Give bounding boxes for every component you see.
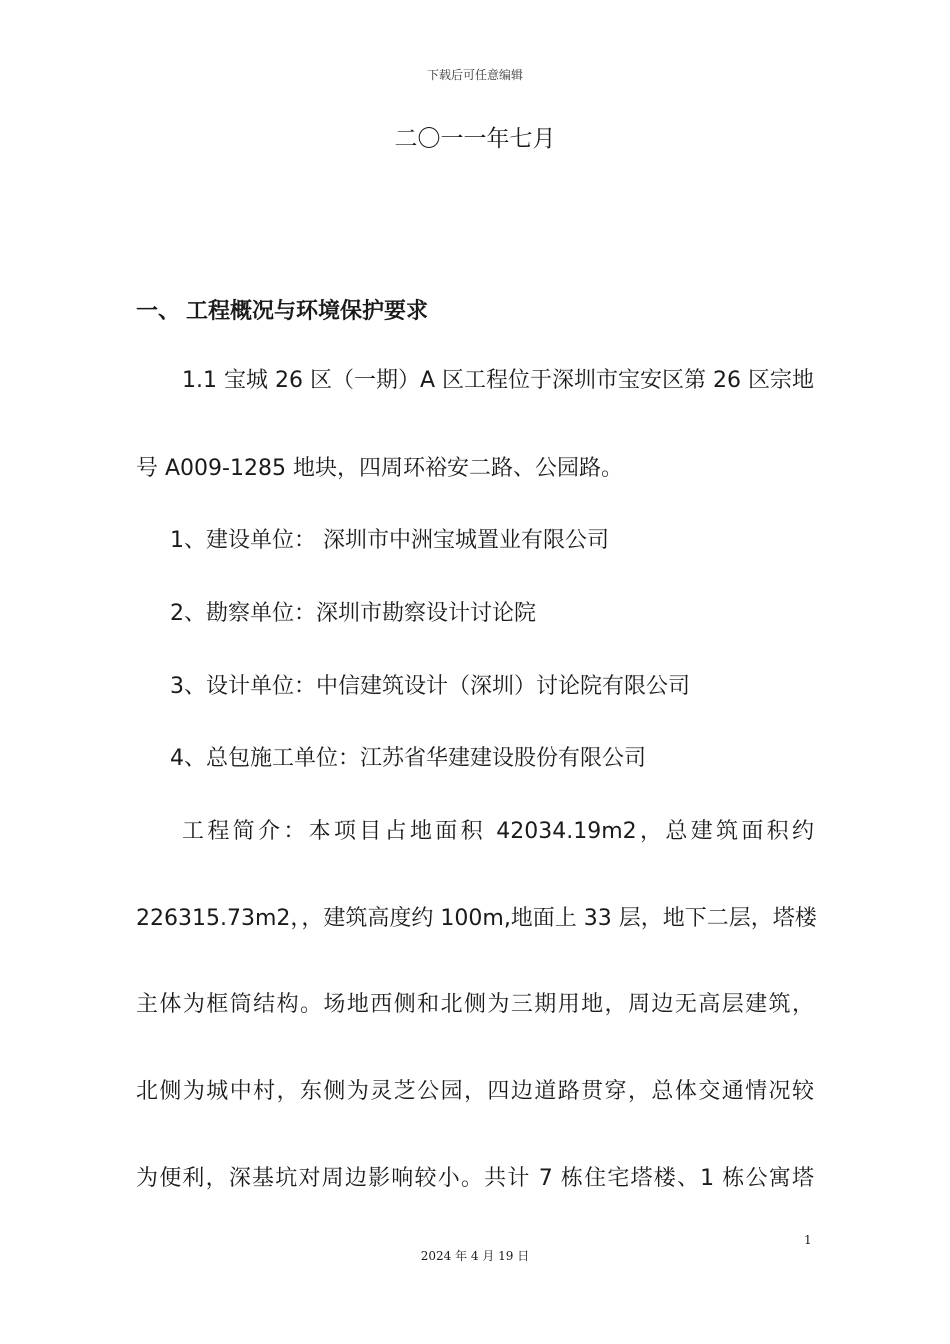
footer-date: 2024 年 4 月 19 日: [420, 1249, 530, 1263]
section-number: 一、: [136, 299, 181, 324]
unit-item-construction: 1、建设单位： 深圳市中洲宝城置业有限公司: [170, 528, 609, 553]
unit-item-contractor: 4、总包施工单位：江苏省华建建设股份有限公司: [170, 746, 646, 771]
overview-line-4: 北侧为城中村，东侧为灵芝公园，四边道路贯穿，总体交通情况较: [136, 1079, 814, 1104]
paragraph-1-line-2: 号 A009-1285 地块，四周环裕安二路、公园路。: [136, 456, 623, 481]
section-title: 工程概况与环境保护要求: [186, 299, 429, 324]
header-note: 下载后可任意编辑: [426, 68, 523, 82]
unit-item-design: 3、设计单位：中信建筑设计（深圳）讨论院有限公司: [170, 674, 690, 699]
overview-line-2: 226315.73m2，，建筑高度约 100m,地面上 33 层，地下二层，塔楼: [136, 906, 817, 931]
overview-line-3: 主体为框筒结构。场地西侧和北侧为三期用地，周边无高层建筑，: [136, 992, 814, 1017]
unit-item-survey: 2、勘察单位：深圳市勘察设计讨论院: [170, 601, 536, 626]
overview-line-1: 工程简介：本项目占地面积 42034.19m2，总建筑面积约: [182, 819, 814, 844]
cover-date: 二〇一一年七月: [394, 126, 556, 152]
page-number: 1: [804, 1233, 812, 1247]
overview-line-5: 为便利，深基坑对周边影响较小。共计 7 栋住宅塔楼、1 栋公寓塔: [136, 1166, 814, 1191]
paragraph-1-line-1: 1.1 宝城 26 区（一期）A 区工程位于深圳市宝安区第 26 区宗地: [182, 368, 814, 393]
